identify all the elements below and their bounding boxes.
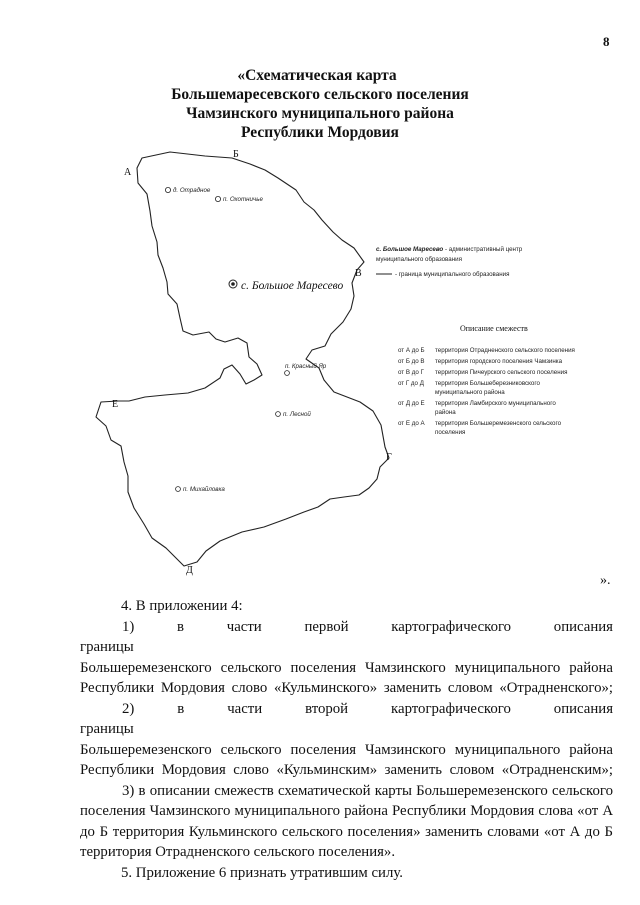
settlement-otradnoe: д. Отрадное (173, 187, 211, 194)
amendment-text (80, 596, 613, 883)
corner-g: Г (386, 452, 392, 463)
settlement-mikhaylovka: п. Михайловка (183, 486, 225, 493)
corner-b: Б (233, 149, 239, 160)
settlement-marker-icon (176, 487, 181, 492)
adjacency-heading: Описание смежеств (460, 324, 528, 333)
adjacency-range: от Б до В (398, 358, 425, 365)
settlement-lesnoy: п. Лесной (283, 411, 311, 418)
adjacency-text-cont: района (435, 409, 456, 416)
closing-quote: ». (600, 573, 611, 588)
settlement-marker-icon (215, 196, 220, 201)
legend-center (376, 246, 523, 253)
adjacency-range: от Г до Д (398, 380, 424, 387)
settlement-krasny-yar: п. Красный Яр (285, 363, 327, 370)
paragraph-1-rest: Большеремезенского сельского поселения Чамзинского муниципального района Республики Мордовия слово «Кульминского» заменить словом «Отрадненского»; (80, 659, 613, 696)
legend-center-name: с. Большое Маресево (376, 246, 444, 253)
title-line-1: «Схематическая карта (237, 67, 397, 84)
settlement-okhotnichye: п. Охотничье (223, 196, 263, 203)
paragraph-1-line-1: 1) в части первой картографического описания границы (80, 618, 613, 655)
adjacency-list (398, 347, 575, 436)
corner-d: Д (186, 565, 193, 576)
adjacency-range: от Д до Е (398, 400, 425, 407)
corner-v: В (355, 268, 362, 279)
legend-center-desc: - административный центр (443, 246, 523, 253)
settlement-marker-icon (285, 371, 290, 376)
corner-a: А (124, 167, 132, 178)
settlement-bolshoe-maresevo: с. Большое Маресево (241, 280, 344, 292)
adjacency-text-cont: поселения (435, 429, 466, 436)
municipal-boundary (96, 152, 389, 566)
page-number: 8 (603, 34, 610, 49)
title-line-2: Большемаресевского сельского поселения (171, 86, 469, 103)
legend-border: - граница муниципального образования (395, 271, 510, 278)
adjacency-text: территория Большеремезенского сельского (435, 420, 562, 427)
adjacency-range: от А до Б (398, 347, 425, 354)
admin-center-icon (231, 282, 235, 286)
paragraph-3: 3) в описании смежеств схематической карты Большеремезенского сельского поселения Чамзинского муниципального района Республики Мордовия слова «от А до Б территория Кульминского сельского поселения» заменить словами «от А до Б территория Отрадненского сельского поселения». (80, 782, 613, 860)
adjacency-text: территория Отрадненского сельского поселения (435, 347, 575, 354)
adjacency-range: от Е до А (398, 420, 425, 427)
title-line-3: Чамзинского муниципального района (186, 105, 454, 122)
paragraph-2-line-1: 2) в части второй картографического описания границы (80, 700, 613, 737)
adjacency-text: территория Ламбирского муниципального (435, 400, 556, 407)
adjacency-text-cont: муниципального района (435, 389, 505, 396)
legend-center-desc-2: муниципального образования (376, 256, 462, 263)
item-5: 5. Приложение 6 признать утратившим силу. (121, 864, 403, 881)
adjacency-text: территория Пичеурского сельского поселения (435, 369, 568, 376)
item-4-heading: 4. В приложении 4: (121, 598, 243, 614)
settlement-marker-icon (276, 412, 281, 417)
adjacency-range: от В до Г (398, 369, 424, 376)
paragraph-2-rest: Большеремезенского сельского поселения Чамзинского муниципального района Республики Мордовия слово «Кульминским» заменить словом «Отрадненским»; (80, 741, 613, 778)
settlement-marker-icon (165, 187, 170, 192)
adjacency-text: территория городского поселения Чамзинка (435, 358, 563, 365)
adjacency-text: территория Большеберезниковского (435, 380, 540, 387)
corner-e: Е (112, 399, 119, 410)
title-line-4: Республики Мордовия (241, 124, 399, 141)
